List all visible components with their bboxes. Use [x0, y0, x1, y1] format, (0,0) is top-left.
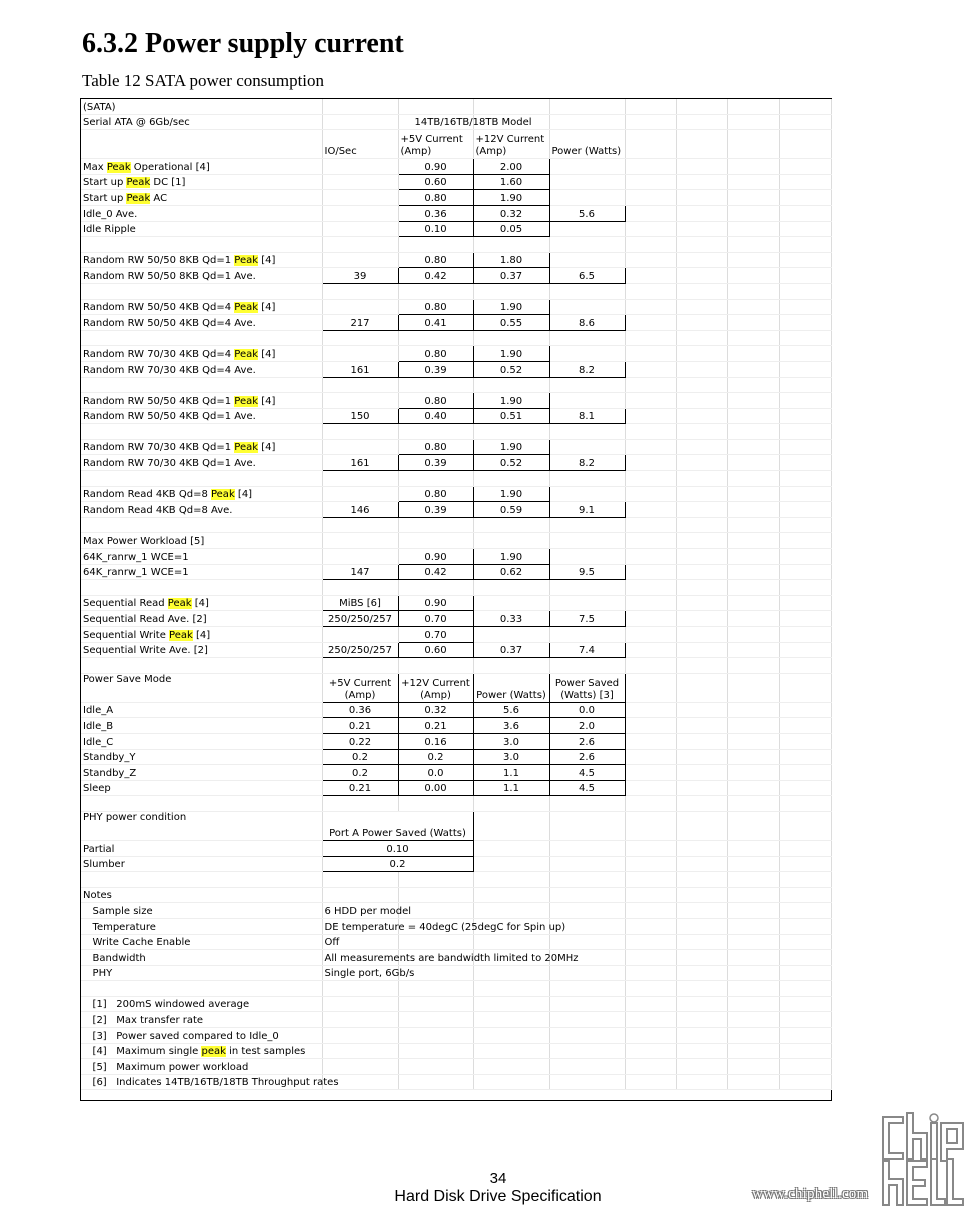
- blank-row: [81, 872, 831, 888]
- row-label: Random RW 50/50 4KB Qd=4 Peak [4]: [81, 299, 322, 315]
- cell-12v: 0.52: [473, 455, 549, 471]
- row-label: Sequential Write Peak [4]: [81, 627, 322, 643]
- row-label: Max Peak Operational [4]: [81, 159, 322, 175]
- peak-highlight: Peak: [234, 348, 259, 360]
- table-row: [81, 221, 831, 237]
- table-row: [81, 718, 831, 734]
- cell-5v: 0.21: [322, 780, 398, 796]
- cell-power: 9.5: [549, 564, 625, 580]
- row-label: Random RW 70/30 4KB Qd=4 Peak [4]: [81, 346, 322, 362]
- table-row: [81, 965, 831, 981]
- col-header-power-saved: Power Saved (Watts) [3]: [549, 673, 625, 702]
- table-row: [81, 702, 831, 718]
- cell-5v: 0.90: [398, 159, 473, 175]
- row-label: Standby_Y: [81, 749, 322, 765]
- cell-12v: 0.00: [398, 780, 473, 796]
- table-row: [81, 856, 831, 872]
- table-row: [81, 502, 831, 518]
- table-row: [81, 1012, 831, 1028]
- table-row: [81, 780, 831, 796]
- row-label: Idle_C: [81, 733, 322, 749]
- table-row: [81, 268, 831, 284]
- cell-5v: 0.90: [398, 549, 473, 565]
- cell-iosec: 250/250/257: [322, 611, 398, 627]
- cell-power: 8.1: [549, 408, 625, 424]
- table-row: [81, 533, 831, 549]
- cell-power: 3.0: [473, 733, 549, 749]
- cell-power: 8.6: [549, 315, 625, 331]
- note-key: PHY: [81, 965, 322, 981]
- cell-power: 3.6: [473, 718, 549, 734]
- cell-5v: 0.39: [398, 455, 473, 471]
- table-row: [81, 1059, 831, 1075]
- cell-iosec: 250/250/257: [322, 642, 398, 658]
- row-label: Random RW 50/50 4KB Qd=1 Ave.: [81, 408, 322, 424]
- note-key: Write Cache Enable: [81, 934, 322, 950]
- page-number: 34: [489, 1170, 507, 1187]
- row-label: 64K_ranrw_1 WCE=1: [81, 564, 322, 580]
- cell-12v: 0.52: [473, 361, 549, 377]
- table-row: [81, 996, 831, 1012]
- cell-5v: 0.42: [398, 268, 473, 284]
- footnote: [4] Maximum single peak in test samples: [81, 1043, 322, 1059]
- watermark-logo: [878, 1112, 968, 1213]
- cell-12v: 0.37: [473, 642, 549, 658]
- section-title: 6.3.2 Power supply current: [82, 28, 404, 59]
- row-label: Sequential Read Peak [4]: [81, 595, 322, 611]
- cell-5v: 0.42: [398, 564, 473, 580]
- table-row: [81, 393, 831, 409]
- peak-highlight: Peak: [126, 192, 151, 204]
- cell-power-saved: 2.6: [549, 733, 625, 749]
- table-row: [81, 934, 831, 950]
- peak-highlight: peak: [201, 1046, 226, 1058]
- table-row: [81, 1028, 831, 1044]
- row-label: Sequential Write Ave. [2]: [81, 642, 322, 658]
- cell-12v: 0.0: [398, 765, 473, 781]
- peak-highlight: Peak: [234, 302, 259, 314]
- cell-power: 6.5: [549, 268, 625, 284]
- table-row: [81, 903, 831, 919]
- cell-12v: 1.90: [473, 190, 549, 206]
- cell-12v: 1.90: [473, 486, 549, 502]
- cell-12v: 1.90: [473, 439, 549, 455]
- notes-label: Notes: [81, 887, 322, 903]
- cell-12v: 1.90: [473, 299, 549, 315]
- table-row: [81, 733, 831, 749]
- cell-power: 8.2: [549, 455, 625, 471]
- table-row: [81, 455, 831, 471]
- footnote: [6] Indicates 14TB/16TB/18TB Throughput rates: [81, 1074, 322, 1090]
- table-row: [81, 315, 831, 331]
- row-label: Idle Ripple: [81, 221, 322, 237]
- table-header-row: [81, 130, 831, 159]
- blank-row: [81, 580, 831, 596]
- sata-power-table: [80, 98, 832, 1101]
- cell-12v: 0.2: [398, 749, 473, 765]
- note-value: DE temperature = 40degC (25degC for Spin up): [322, 918, 398, 934]
- cell-iosec: 150: [322, 408, 398, 424]
- peak-highlight: Peak: [169, 629, 193, 641]
- cell-12v: 1.90: [473, 549, 549, 565]
- table-row: [81, 190, 831, 206]
- row-label: Idle_B: [81, 718, 322, 734]
- cell-iosec: MiBS [6]: [322, 595, 398, 611]
- cell-12v: 0.59: [473, 502, 549, 518]
- cell-5v: 0.80: [398, 486, 473, 502]
- row-label: Start up Peak DC [1]: [81, 174, 322, 190]
- cell-5v: 0.10: [398, 221, 473, 237]
- cell-power-saved: 4.5: [549, 765, 625, 781]
- table-row: [81, 595, 831, 611]
- table-row: [81, 408, 831, 424]
- cell-5v: 0.2: [322, 749, 398, 765]
- cell-5v: 0.39: [398, 502, 473, 518]
- row-label: Sleep: [81, 780, 322, 796]
- table-row: [81, 950, 831, 966]
- cell-5v: 0.2: [322, 765, 398, 781]
- row-label: Idle_0 Ave.: [81, 205, 322, 221]
- col-header-5v: +5V Current (Amp): [322, 673, 398, 702]
- cell-power-saved: 2.6: [549, 749, 625, 765]
- col-header-12v: +12V Current (Amp): [398, 673, 473, 702]
- table-caption: Table 12 SATA power consumption: [82, 71, 325, 90]
- chiphell-logo-icon: [878, 1112, 968, 1208]
- row-label: Power Save Mode: [81, 673, 322, 702]
- table-row: [81, 840, 831, 856]
- cell-5v: 0.80: [398, 439, 473, 455]
- table-row: [81, 346, 831, 362]
- cell-port-a: 0.2: [322, 856, 473, 872]
- document-title: Hard Disk Drive Specification: [394, 1188, 602, 1205]
- row-label: Random Read 4KB Qd=8 Ave.: [81, 502, 322, 518]
- table-row: [81, 627, 831, 643]
- cell-5v: 0.41: [398, 315, 473, 331]
- table-row: [81, 159, 831, 175]
- cell-5v: 0.21: [322, 718, 398, 734]
- row-label: Max Power Workload [5]: [81, 533, 322, 549]
- row-label: (SATA): [81, 99, 322, 114]
- cell-12v: 2.00: [473, 159, 549, 175]
- note-key: Temperature: [81, 918, 322, 934]
- cell-12v: 0.16: [398, 733, 473, 749]
- table-row: [81, 174, 831, 190]
- blank-row: [81, 796, 831, 812]
- row-label: 64K_ranrw_1 WCE=1: [81, 549, 322, 565]
- table-row: [81, 749, 831, 765]
- peak-highlight: Peak: [234, 255, 259, 267]
- footnote: [2] Max transfer rate: [81, 1012, 322, 1028]
- blank-row: [81, 424, 831, 440]
- cell-12v: 0.05: [473, 221, 549, 237]
- cell-5v: 0.36: [322, 702, 398, 718]
- row-label: Random RW 50/50 4KB Qd=1 Peak [4]: [81, 393, 322, 409]
- cell-iosec: 146: [322, 502, 398, 518]
- blank-row: [81, 377, 831, 393]
- note-value: Single port, 6Gb/s: [322, 965, 398, 981]
- cell-power-saved: 4.5: [549, 780, 625, 796]
- cell-power: 3.0: [473, 749, 549, 765]
- cell-5v: 0.70: [398, 611, 473, 627]
- cell-12v: 1.80: [473, 252, 549, 268]
- col-header-12v: +12V Current (Amp): [473, 130, 549, 159]
- cell-power: 5.6: [549, 205, 625, 221]
- cell-5v: 0.39: [398, 361, 473, 377]
- row-label: Random RW 50/50 8KB Qd=1 Ave.: [81, 268, 322, 284]
- col-header-power: Power (Watts): [473, 673, 549, 702]
- footnote: [1] 200mS windowed average: [81, 996, 322, 1012]
- table-row: [81, 765, 831, 781]
- table-row: [81, 486, 831, 502]
- cell-5v: 0.36: [398, 205, 473, 221]
- cell-12v: 0.21: [398, 718, 473, 734]
- table-row: [81, 99, 831, 114]
- table-row: [81, 205, 831, 221]
- cell-iosec: 161: [322, 361, 398, 377]
- col-header-5v: +5V Current (Amp): [398, 130, 473, 159]
- blank-row: [81, 658, 831, 674]
- peak-highlight: Peak: [106, 161, 131, 173]
- cell-iosec: 161: [322, 455, 398, 471]
- cell-5v: 0.60: [398, 174, 473, 190]
- cell-5v: 0.40: [398, 408, 473, 424]
- table-row: [81, 252, 831, 268]
- table-row: [81, 549, 831, 565]
- cell-12v: 0.51: [473, 408, 549, 424]
- blank-row: [81, 330, 831, 346]
- table-row: [81, 642, 831, 658]
- footnote: [5] Maximum power workload: [81, 1059, 322, 1075]
- cell-12v: 1.90: [473, 346, 549, 362]
- cell-power: 1.1: [473, 765, 549, 781]
- row-label: PHY power condition: [81, 811, 322, 840]
- cell-12v: 0.32: [398, 702, 473, 718]
- row-label: Random Read 4KB Qd=8 Peak [4]: [81, 486, 322, 502]
- cell-power: 1.1: [473, 780, 549, 796]
- blank-row: [81, 237, 831, 253]
- cell-iosec: 147: [322, 564, 398, 580]
- table-row: [81, 611, 831, 627]
- peak-highlight: Peak: [126, 177, 151, 189]
- table-row: [81, 1043, 831, 1059]
- cell-5v: 0.90: [398, 595, 473, 611]
- table-row: [81, 1074, 831, 1090]
- cell-5v: 0.80: [398, 393, 473, 409]
- table-row: [81, 564, 831, 580]
- cell-5v: 0.80: [398, 190, 473, 206]
- table-row: [81, 299, 831, 315]
- model-label: 14TB/16TB/18TB Model: [398, 114, 473, 130]
- table-row: [81, 887, 831, 903]
- cell-power: 5.6: [473, 702, 549, 718]
- row-label: Slumber: [81, 856, 322, 872]
- cell-5v: 0.70: [398, 627, 473, 643]
- col-header-iosec: IO/Sec: [322, 130, 398, 159]
- table-row: [81, 114, 831, 130]
- cell-12v: 1.90: [473, 393, 549, 409]
- table-row: [81, 918, 831, 934]
- cell-power-saved: 0.0: [549, 702, 625, 718]
- cell-12v: 0.32: [473, 205, 549, 221]
- blank-row: [81, 981, 831, 997]
- row-label: Partial: [81, 840, 322, 856]
- blank-row: [81, 283, 831, 299]
- cell-power-saved: 2.0: [549, 718, 625, 734]
- cell-5v: 0.80: [398, 299, 473, 315]
- cell-port-a: 0.10: [322, 840, 473, 856]
- peak-highlight: Peak: [234, 442, 259, 454]
- table-row: [81, 361, 831, 377]
- row-label: Start up Peak AC: [81, 190, 322, 206]
- cell-12v: 0.55: [473, 315, 549, 331]
- cell-power: 7.4: [549, 642, 625, 658]
- note-value: All measurements are bandwidth limited to 20MHz: [322, 950, 398, 966]
- row-label: Serial ATA @ 6Gb/sec: [81, 114, 322, 130]
- cell-power: 7.5: [549, 611, 625, 627]
- row-label: Sequential Read Ave. [2]: [81, 611, 322, 627]
- note-key: Sample size: [81, 903, 322, 919]
- row-label: Random RW 50/50 4KB Qd=4 Ave.: [81, 315, 322, 331]
- row-label: Random RW 70/30 4KB Qd=4 Ave.: [81, 361, 322, 377]
- table-row: [81, 439, 831, 455]
- row-label: Random RW 50/50 8KB Qd=1 Peak [4]: [81, 252, 322, 268]
- cell-5v: 0.80: [398, 252, 473, 268]
- cell-iosec: 39: [322, 268, 398, 284]
- blank-row: [81, 471, 831, 487]
- cell-12v: 0.62: [473, 564, 549, 580]
- cell-12v: 0.37: [473, 268, 549, 284]
- cell-5v: 0.60: [398, 642, 473, 658]
- row-label: Random RW 70/30 4KB Qd=1 Ave.: [81, 455, 322, 471]
- note-key: Bandwidth: [81, 950, 322, 966]
- cell-12v: 1.60: [473, 174, 549, 190]
- cell-power: 8.2: [549, 361, 625, 377]
- row-label: Idle_A: [81, 702, 322, 718]
- note-value: 6 HDD per model: [322, 903, 398, 919]
- row-label: Standby_Z: [81, 765, 322, 781]
- power-save-header-row: [81, 673, 831, 702]
- footnote: [3] Power saved compared to Idle_0: [81, 1028, 322, 1044]
- peak-highlight: Peak: [234, 395, 259, 407]
- peak-highlight: Peak: [210, 489, 235, 501]
- cell-5v: 0.80: [398, 346, 473, 362]
- cell-12v: 0.33: [473, 611, 549, 627]
- col-header-power: Power (Watts): [549, 130, 625, 159]
- cell-iosec: 217: [322, 315, 398, 331]
- cell-5v: 0.22: [322, 733, 398, 749]
- note-value: Off: [322, 934, 398, 950]
- row-label: Random RW 70/30 4KB Qd=1 Peak [4]: [81, 439, 322, 455]
- peak-highlight: Peak: [167, 598, 192, 610]
- cell-power: 9.1: [549, 502, 625, 518]
- blank-row: [81, 517, 831, 533]
- phy-header-row: [81, 811, 831, 840]
- watermark-url: www.chiphell.com: [752, 1186, 869, 1202]
- col-header-port-a: Port A Power Saved (Watts): [322, 811, 473, 840]
